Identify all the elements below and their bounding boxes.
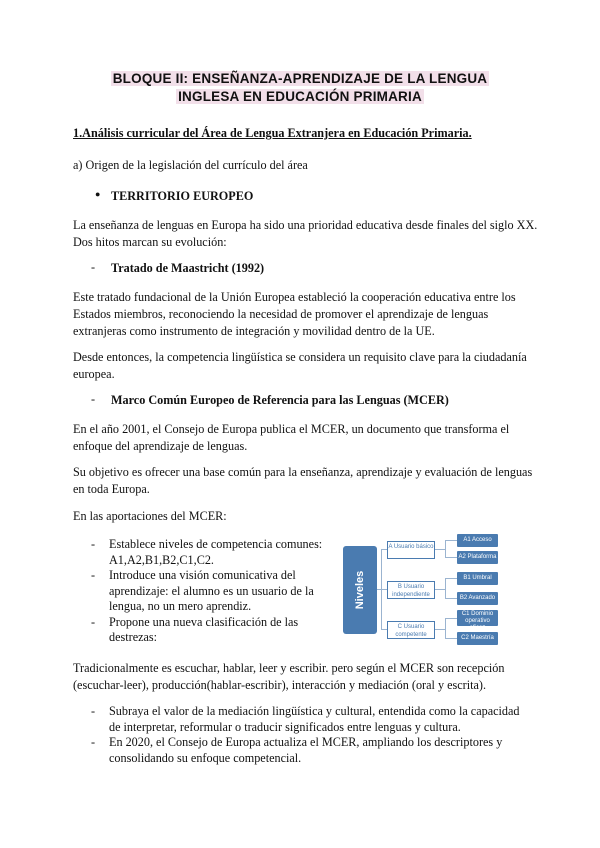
- diagram-leaf-a1: A1 Acceso: [457, 534, 498, 547]
- mcer-contributions-list-2: [89, 704, 529, 766]
- section-heading: 1.Análisis curricular del Área de Lengua Extranjera en Educación Primaria.: [73, 126, 472, 140]
- maastricht-paragraph-1: Este tratado fundacional de la Unión Europea estableció la cooperación educativa entre los Estados miembros, reconociendo la necesidad de promover el aprendizaje de lenguas extranjeras como instrumento de integración y movilidad dentro de la UE.: [73, 290, 516, 338]
- dash-marker: -: [91, 392, 96, 406]
- title-line-1: BLOQUE II: ENSEÑANZA-APRENDIZAJE DE LA LENGUA: [112, 71, 488, 86]
- intro-paragraph: La enseñanza de lenguas en Europa ha sido una prioridad educativa desde finales del siglo XX. Dos hitos marcan su evolución:: [73, 218, 538, 249]
- document-title: [0, 70, 600, 106]
- diagram-leaf-c2: C2 Maestría: [457, 632, 498, 645]
- diagram-root: Niveles: [343, 546, 377, 634]
- dash-marker: -: [91, 260, 96, 274]
- mcer-paragraph-4: Tradicionalmente es escuchar, hablar, leer y escribir. pero según el MCER son recepción (escuchar-leer), producción(hablar-escribir), interacción y mediación (oral y escrita).: [73, 661, 505, 692]
- title-line-2: INGLESA EN EDUCACIÓN PRIMARIA: [178, 89, 422, 104]
- mcer-paragraph-2: Su objetivo es ofrecer una base común para la enseñanza, aprendizaje y evaluación de lenguas en toda Europa.: [73, 465, 533, 496]
- list-item: - Introduce una visión comunicativa del aprendizaje: el alumno es un usuario de la lengua, no un mero aprendiz.: [91, 568, 314, 613]
- list-item: - Subraya el valor de la mediación lingüística y cultural, entendida como la capacidad de interpretar, reformular o traducir significados entre lenguas y cultura.: [91, 704, 520, 734]
- diagram-node-c: C Usuario competente: [387, 621, 435, 639]
- diagram-leaf-a2: A2 Plataforma: [457, 551, 498, 564]
- mcer-paragraph-3: En las aportaciones del MCER:: [73, 509, 227, 523]
- diagram-node-b: B Usuario independiente: [387, 581, 435, 599]
- diagram-node-a: A Usuario básico: [387, 541, 435, 559]
- bullet-dot-icon: ●: [95, 189, 101, 199]
- list-item: - Propone una nueva clasificación de las destrezas:: [91, 614, 299, 644]
- levels-diagram: [341, 530, 501, 648]
- diagram-leaf-c1: C1 Dominio operativo eficaz: [457, 610, 498, 626]
- subsection-heading: a) Origen de la legislación del currículo del área: [73, 158, 308, 172]
- territorio-heading: TERRITORIO EUROPEO: [111, 189, 254, 203]
- diagram-leaf-b1: B1 Umbral: [457, 572, 498, 585]
- maastricht-paragraph-2: Desde entonces, la competencia lingüística se considera un requisito clave para la ciudadanía europea.: [73, 350, 527, 381]
- maastricht-heading: Tratado de Maastricht (1992): [111, 261, 265, 275]
- mcer-heading: Marco Común Europeo de Referencia para las Lenguas (MCER): [111, 393, 449, 407]
- list-item: - Establece niveles de competencia comunes: A1,A2,B1,B2,C1,C2.: [91, 537, 323, 567]
- list-item: - En 2020, el Consejo de Europa actualiza el MCER, ampliando los descriptores y consolidando su enfoque competencial.: [91, 735, 503, 765]
- mcer-contributions-list: [89, 537, 327, 646]
- mcer-paragraph-1: En el año 2001, el Consejo de Europa publica el MCER, un documento que transforma el enfoque del aprendizaje de lenguas.: [73, 422, 510, 453]
- diagram-leaf-b2: B2 Avanzado: [457, 592, 498, 605]
